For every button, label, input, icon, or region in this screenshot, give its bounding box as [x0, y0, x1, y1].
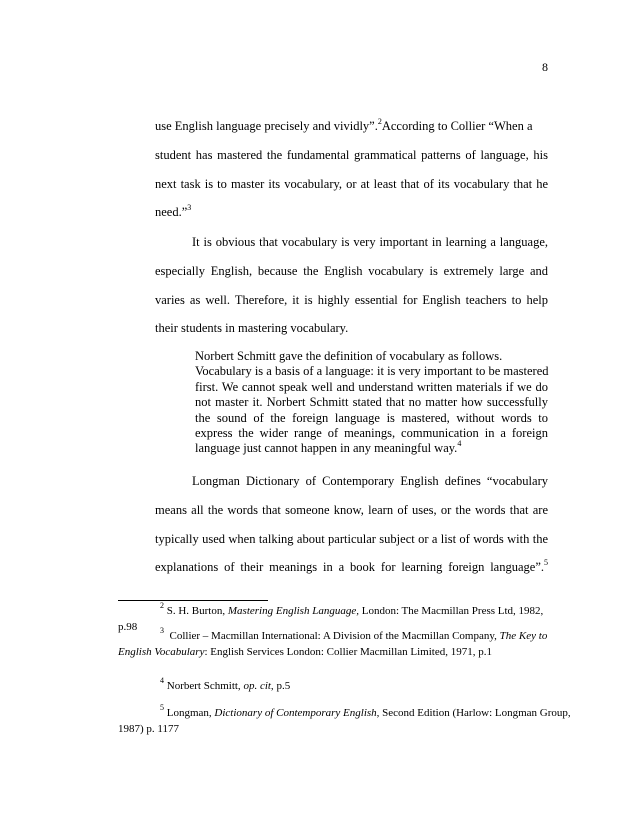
footnote-separator: [118, 600, 268, 601]
quote-line: Vocabulary is a basis of a language: it is very important to be mastered: [195, 364, 549, 379]
quote-line: the sound of the foreign language is mastered, without words to: [195, 410, 548, 425]
text-line: need.”$^3$: [155, 203, 192, 220]
block-quote: [195, 349, 548, 457]
text-line: explanations of their meanings in a book for learning foreign language”.$^5$: [155, 558, 548, 575]
footnote-5: $^5$ Longman, Dictionary of Contemporary English, Second Edition (Harlow: Longman Group, 1987) p. 1177: [118, 703, 571, 735]
page-number: 8: [542, 60, 548, 74]
quote-line: first. We cannot speak well and understand written materials if we do: [195, 379, 548, 394]
footnote-4: $^4$ Norbert Schmitt, op. cit, p.5: [160, 676, 291, 692]
text-line: varies as well. Therefore, it is highly essential for English teachers to help: [155, 292, 548, 307]
quote-line: Norbert Schmitt gave the definition of vocabulary as follows.: [195, 349, 503, 363]
paragraph-2: [155, 228, 548, 343]
paragraph-3: [155, 467, 548, 582]
quote-line: not master it. Norbert Schmitt stated that no matter how successfully: [195, 395, 548, 410]
text-line: their students in mastering vocabulary.: [155, 321, 349, 336]
text-line: next task is to master its vocabulary, or at least that of its vocabulary that he: [155, 176, 548, 191]
text-line: use English language precisely and vividly”.$^2$According to Collier “When a: [155, 116, 533, 133]
text-line: especially English, because the English vocabulary is extremely large and: [155, 263, 548, 278]
footnote-ref: 4: [457, 439, 462, 449]
quote-line: language just cannot happen in any meaningful way.$^4$: [195, 439, 462, 456]
quote-line: express the wider range of meanings, communication in a foreign: [195, 426, 548, 441]
paragraph-1: [155, 112, 548, 227]
footnote-ref: 2: [377, 116, 382, 126]
text-line: It is obvious that vocabulary is very important in learning a language,: [192, 235, 548, 249]
text-line: Longman Dictionary of Contemporary English defines “vocabulary: [192, 474, 548, 488]
footnote-ref: 3: [187, 203, 192, 213]
text-line: student has mastered the fundamental grammatical patterns of language, his: [155, 147, 548, 162]
text-line: typically used when talking about particular subject or a list of words with the: [155, 531, 548, 546]
footnote-3: $^3$ Collier – Macmillan International: A Division of the Macmillan Company, The Key to English Vocabulary: English Services London: Collier Macmillan Limited, 1971, p.1: [118, 626, 548, 658]
text-line: means all the words that someone know, learn of uses, or the words that are: [155, 502, 548, 517]
footnote-ref: 5: [544, 558, 548, 568]
footnote-2: $^2$ S. H. Burton, Mastering English Language, London: The Macmillan Press Ltd, 1982, p.98: [118, 601, 544, 633]
